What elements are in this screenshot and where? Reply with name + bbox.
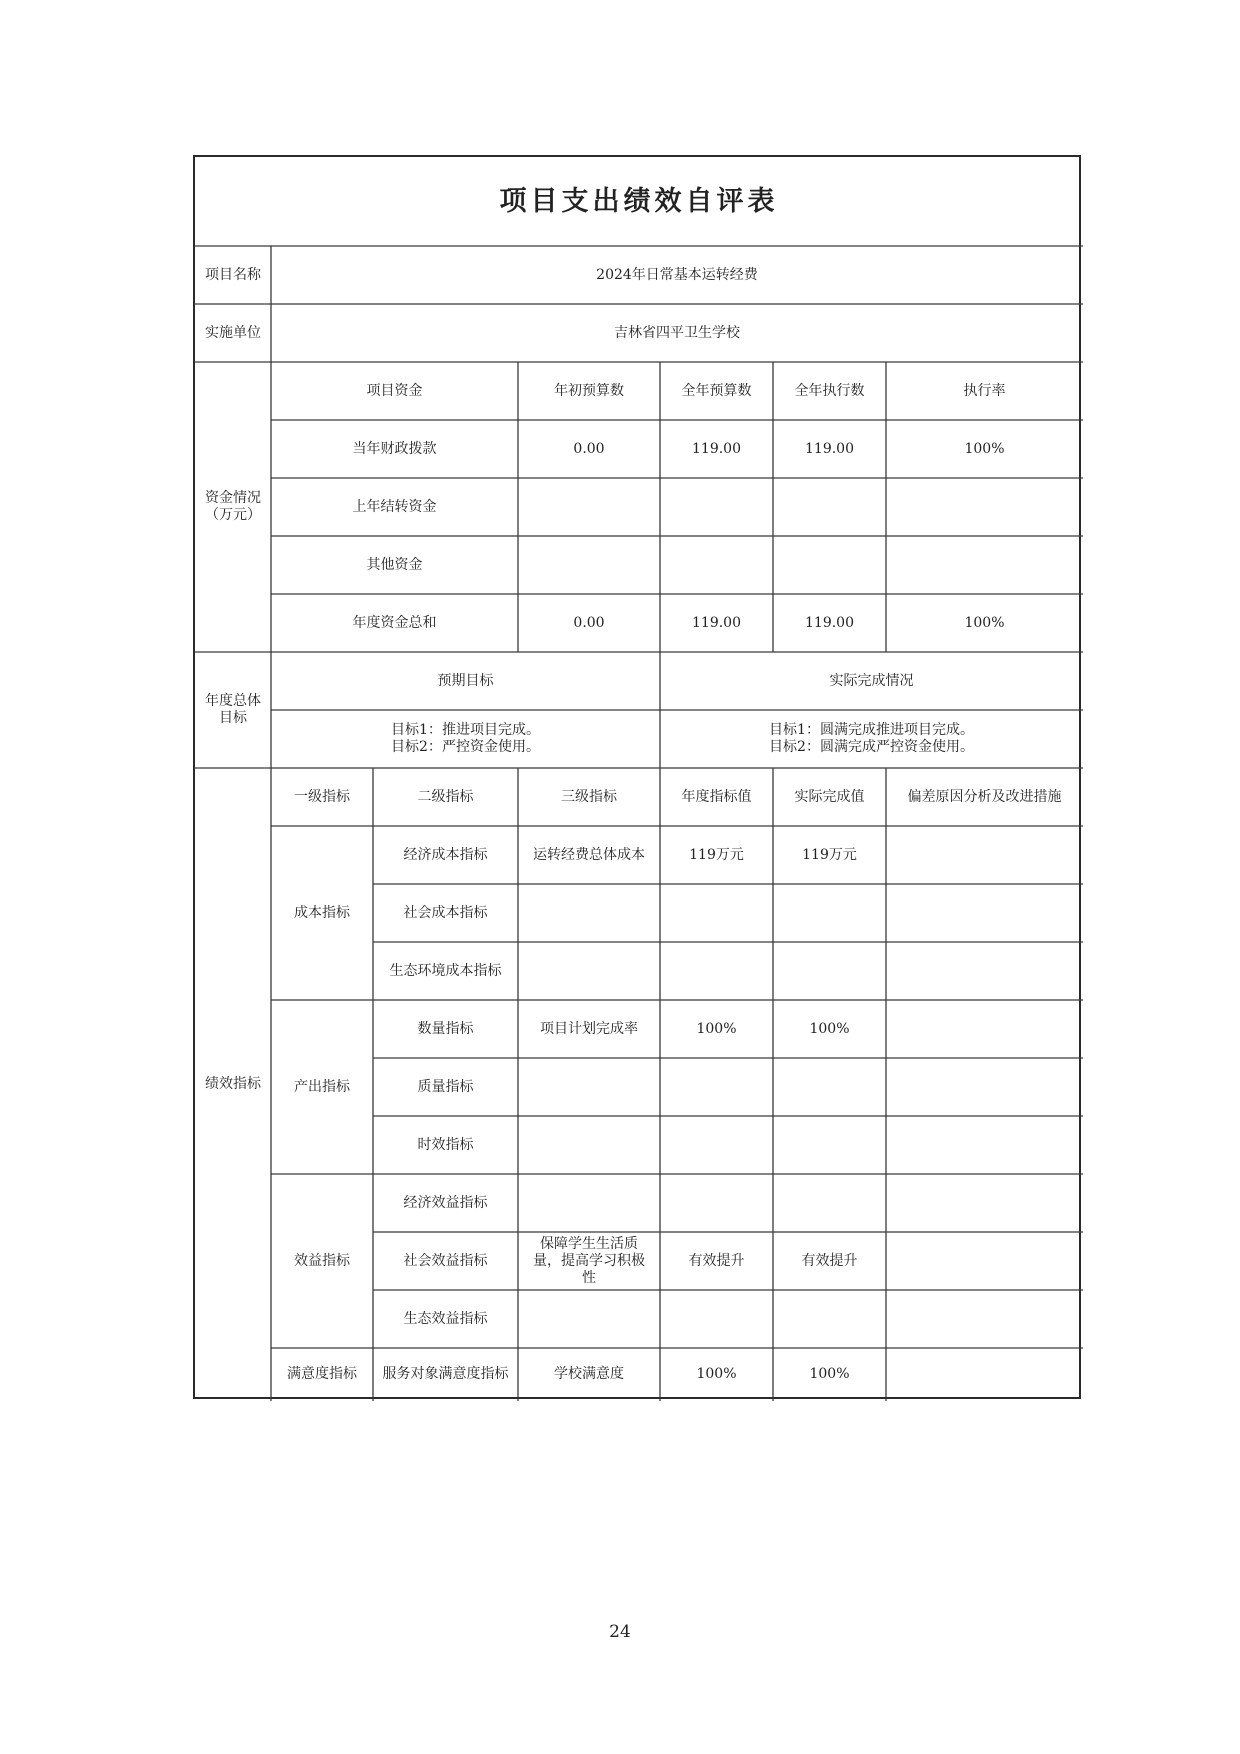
funds-row-rate [886,478,1083,536]
indicator-header-level1: 一级指标 [294,788,350,805]
indicators-section-label: 绩效指标 [205,1076,261,1092]
indicator-header-target: 年度指标值 [681,788,752,805]
indicator-level2: 数量指标 [417,1020,474,1037]
funds-row-label: 年度资金总和 [352,614,437,631]
funds-row-executed [773,536,886,594]
indicator-level2: 质量指标 [417,1078,474,1095]
indicator-level2: 生态效益指标 [403,1310,488,1327]
indicator-actual-value: 100% [809,1366,850,1382]
indicator-level2: 经济效益指标 [403,1194,488,1211]
indicator-level1-cost: 成本指标 [294,904,350,921]
indicator-level1-satisfaction: 满意度指标 [287,1366,357,1382]
funds-section-label: 资金情况 （万元） [205,490,261,523]
funds-row-annual [660,536,773,594]
funds-row-annual: 119.00 [692,614,741,631]
indicator-target-value: 119万元 [689,846,744,863]
funds-row-rate: 100% [964,614,1005,631]
funds-row-annual: 119.00 [692,440,741,457]
indicator-header-deviation: 偏差原因分析及改进措施 [907,788,1062,805]
expected-goal-header: 预期目标 [437,672,494,689]
page-number: 24 [609,1622,631,1642]
performance-self-evaluation-table [193,155,1081,1399]
indicator-level3: 保障学生生活质 量，提高学习积极 性 [533,1235,645,1286]
indicator-level2: 社会成本指标 [403,904,488,921]
indicator-level2: 服务对象满意度指标 [382,1366,509,1382]
funds-header-executed: 全年执行数 [794,382,865,399]
funds-row-label: 其他资金 [366,556,423,573]
funds-row-label: 当年财政拨款 [352,440,437,457]
funds-row-initial [518,478,660,536]
funds-row-initial [518,536,660,594]
funds-row-rate [886,536,1083,594]
project-name-label: 项目名称 [205,266,261,283]
indicator-actual-value: 100% [809,1020,850,1037]
funds-row-executed: 119.00 [805,440,854,457]
indicator-header-level3: 三级指标 [561,788,617,805]
indicator-level2: 生态环境成本指标 [389,962,502,979]
funds-header-annual: 全年预算数 [681,382,752,399]
indicator-target-value: 有效提升 [688,1252,745,1269]
funds-header-source: 项目资金 [366,382,423,399]
actual-completion-header: 实际完成情况 [829,672,914,689]
indicator-header-actual: 实际完成值 [794,788,865,805]
funds-row-executed [773,478,886,536]
indicator-level1-benefit: 效益指标 [294,1252,350,1269]
indicator-level2: 社会效益指标 [403,1252,488,1269]
funds-header-rate: 执行率 [963,382,1006,399]
indicator-target-value: 100% [696,1020,737,1037]
indicator-level1-output: 产出指标 [294,1078,350,1095]
indicator-actual-value: 有效提升 [801,1252,858,1269]
goals-section-label: 年度总体 目标 [205,693,261,726]
funds-row-rate: 100% [964,440,1005,457]
funds-header-initial: 年初预算数 [554,382,624,399]
indicator-header-level2: 二级指标 [417,788,474,805]
indicator-target-value: 100% [696,1366,737,1382]
actual-goals: 目标1：圆满完成推进项目完成。 目标2：圆满完成严控资金使用。 [769,722,974,755]
funds-row-executed: 119.00 [805,614,854,631]
funds-row-initial: 0.00 [573,440,605,457]
page-title: 项目支出绩效自评表 [499,186,779,217]
funds-row-initial: 0.00 [573,614,605,631]
indicator-level3: 学校满意度 [554,1366,624,1382]
funds-row-annual [660,478,773,536]
indicator-level3: 运转经费总体成本 [533,846,645,863]
implementing-unit-value: 吉林省四平卫生学校 [614,324,740,341]
indicator-level3: 项目计划完成率 [540,1020,638,1037]
funds-row-label: 上年结转资金 [352,498,437,515]
indicator-level2: 经济成本指标 [403,846,488,863]
indicator-actual-value: 119万元 [802,846,857,863]
project-name-value: 2024年日常基本运转经费 [596,266,758,283]
implementing-unit-label: 实施单位 [205,324,261,341]
indicator-level2: 时效指标 [417,1136,474,1153]
expected-goals: 目标1：推进项目完成。 目标2：严控资金使用。 [391,722,540,755]
